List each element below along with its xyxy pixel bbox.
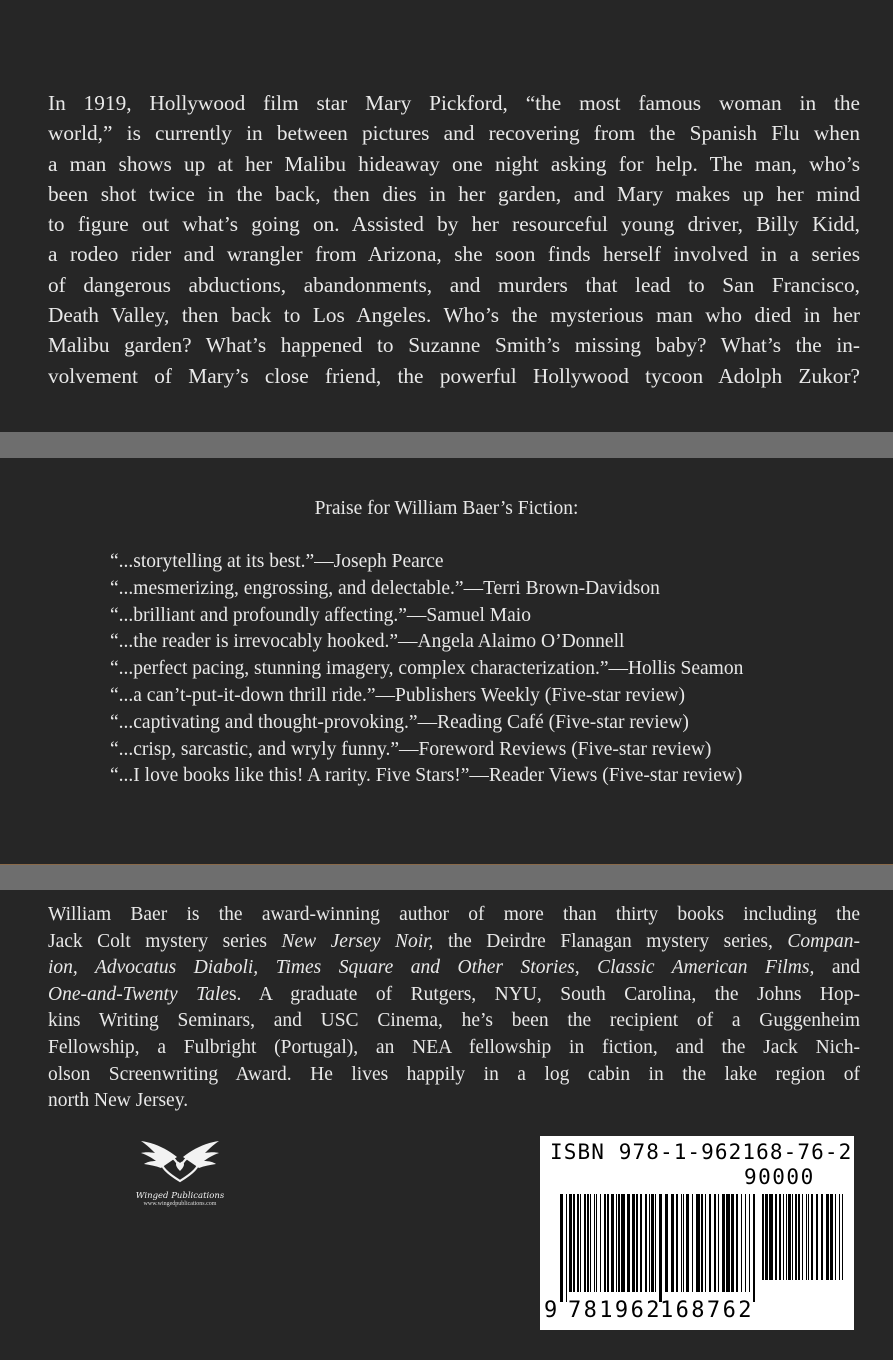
barcode-bar [765,1194,768,1280]
bio-title: One-and-Twenty Tale [48,983,229,1005]
barcode-bar [590,1194,591,1292]
barcode-bar [830,1194,833,1280]
barcode-bar [665,1194,668,1292]
barcode-bar [811,1194,813,1280]
praise-quote: “...a can’t-put-it-down thrill ride.”—Publishers Weekly (Five-star review) [110,684,685,706]
bio-title: ion, Advocatus Diaboli, Times Square and Other Stories, Classic American Films, [48,957,815,979]
barcode-bar [835,1194,836,1280]
barcode-bar [722,1194,725,1292]
bio-title: Compan- [787,930,860,952]
praise-heading: Praise for William Baer’s Fiction: [314,498,579,519]
barcode-bar [566,1194,567,1302]
praise-quote: “...the reader is irrevocably hooked.”—Angela Alaimo O’Donnell [110,631,625,653]
barcode-bar [580,1194,581,1292]
barcode-bar [649,1194,650,1292]
praise-quote: “...storytelling at its best.”—Joseph Pearce [110,551,444,572]
barcode-bar [769,1194,773,1280]
barcode-bar [577,1194,579,1292]
blurb-line: world,” is currently in between pictures and recovering from the Spanish Flu when [48,121,860,146]
barcode-bar [573,1194,575,1292]
isbn-barcode [540,1136,854,1330]
praise-quote: “...captivating and thought-provoking.”—Reading Café (Five-star review) [110,711,689,733]
barcode-bar [802,1194,803,1280]
blurb-line: In 1919, Hollywood film star Mary Pickford, “the most famous woman in the [48,91,860,115]
praise-quote: “...brilliant and profoundly affecting.”—Samuel Maio [110,604,531,626]
barcode-bar [701,1194,703,1292]
barcode-bar [616,1194,617,1292]
barcode-bar [736,1194,738,1292]
publisher-logo [130,1137,230,1212]
barcode-bar [584,1194,586,1292]
barcode-bar [839,1194,840,1280]
bio-line: kins Writing Seminars, and USC Cinema, he’s been the recipient of a Guggenheim [48,1010,860,1032]
barcode-bar [718,1194,719,1292]
barcode-bar [618,1194,620,1292]
bio-line: olson Screenwriting Award. He lives happily in a log cabin in the lake region of [48,1063,860,1085]
barcode-bar [821,1194,823,1280]
bio-text: and [814,957,861,979]
barcode-bar [749,1194,750,1292]
winged-heart-icon [137,1137,223,1193]
barcode-digit-prefix: 9 [544,1298,558,1323]
barcode-bar [600,1194,601,1292]
bio-line: William Baer is the award-winning author of more than thirty books including the [48,904,860,925]
bio-text: Jack Colt mystery series [48,930,282,952]
barcode-bar [705,1194,706,1292]
bio-line: north New Jersey. [48,1090,189,1112]
barcode-bar [587,1194,589,1292]
bio-line [48,929,860,956]
blurb-line: Death Valley, then back to Los Angeles. Who’s the mysterious man who died in her [48,303,860,328]
praise-quote: “...mesmerizing, engrossing, and delectable.”—Terri Brown-Davidson [110,577,660,599]
barcode-bar [792,1194,793,1280]
barcode-bar [714,1194,716,1292]
barcode-bar [692,1194,693,1292]
book-blurb [48,88,860,391]
barcode-bar [686,1194,689,1292]
barcode-bar [842,1194,843,1280]
publisher-url: www.wingedpublications.com [143,1201,217,1207]
barcode-bar [651,1194,654,1292]
bio-text: s. A graduate of Rutgers, NYU, South Carolina, the Johns Hop- [228,983,860,1005]
barcode-bar [795,1194,797,1280]
praise-quotes-list [110,549,850,790]
barcode-bar [645,1194,647,1292]
addon-barcode-bars [762,1194,848,1290]
barcode-bar [806,1194,807,1280]
blurb-line: a rodeo rider and wrangler from Arizona, she soon finds herself involved in a series [48,242,860,267]
barcode-bar [826,1194,829,1280]
barcode-bar [779,1194,781,1280]
barcode-bar [816,1194,818,1280]
bio-title: New Jersey Noir, [281,930,434,952]
barcode-bar [659,1194,662,1302]
barcode-bar [783,1194,784,1280]
divider-band-top [0,432,893,458]
barcode-bar [676,1194,678,1292]
barcode-bar [596,1194,597,1292]
blurb-line: a man shows up at her Malibu hideaway one night asking for help. The man, who’s [48,151,860,176]
barcode-bar [636,1194,638,1292]
barcode-bar [726,1194,730,1292]
barcode-bar [594,1194,595,1292]
barcode-bar [788,1194,791,1280]
barcode-bar [709,1194,711,1292]
blurb-line: Malibu garden? What’s happened to Suzanne Smith’s missing baby? What’s the in- [48,333,860,358]
barcode-bar [798,1194,800,1280]
barcode-bar [560,1194,563,1302]
blurb-line: to figure out what’s going on. Assisted by her resourceful young driver, Billy Kidd, [48,212,860,237]
bio-line [48,955,860,982]
blurb-line: volvement of Mary’s close friend, the powerful Hollywood tycoon Adolph Zukor? [48,363,860,388]
barcode-bar [621,1194,625,1292]
praise-quote: “...I love books like this! A rarity. Five Stars!”—Reader Views (Five-star review) [110,765,743,787]
barcode-bar [604,1194,606,1292]
ean-barcode-bars [560,1194,756,1302]
barcode-bar [611,1194,614,1292]
barcode-bar [741,1194,742,1292]
isbn-text: ISBN 978-1-962168-76-2 [550,1140,853,1164]
barcode-bar [627,1194,630,1292]
barcode-bar [683,1194,684,1292]
barcode-bar [775,1194,777,1280]
blurb-line: of dangerous abductions, abandonments, and murders that lead to San Francisco, [48,272,860,297]
praise-quote: “...perfect pacing, stunning imagery, complex characterization.”—Hollis Seamon [110,658,744,680]
barcode-bar [696,1194,700,1292]
blurb-line: been shot twice in the back, then dies in her garden, and Mary makes up her mind [48,181,860,206]
bio-line [48,982,860,1009]
praise-quote: “...crisp, sarcastic, and wryly funny.”—Foreword Reviews (Five-star review) [110,738,712,760]
barcode-bar [640,1194,642,1292]
barcode-bar [731,1194,734,1292]
price-code: 90000 [744,1165,815,1189]
bio-line: Fellowship, a Fulbright (Portugal), an NEA fellowship in fiction, and the Jack Nich- [48,1036,860,1058]
barcode-bar [632,1194,635,1292]
barcode-bar [753,1194,755,1302]
blurb-text [48,88,860,391]
barcode-bar [762,1194,764,1280]
barcode-digits-right: 168762 [660,1298,754,1323]
barcode-bar [681,1194,682,1292]
author-bio [48,902,860,1115]
barcode-bar [786,1194,787,1280]
barcode-bar [808,1194,809,1280]
barcode-bar [671,1194,674,1292]
bio-text: the Deirdre Flanagan mystery series, [433,930,788,952]
barcode-bar [607,1194,609,1292]
publisher-name: Winged Publications [135,1191,225,1201]
divider-band-bottom [0,864,893,890]
barcode-digits-left: 781962 [568,1298,662,1323]
barcode-bar [569,1194,572,1292]
barcode-bar [655,1194,656,1292]
barcode-bar [745,1194,746,1292]
